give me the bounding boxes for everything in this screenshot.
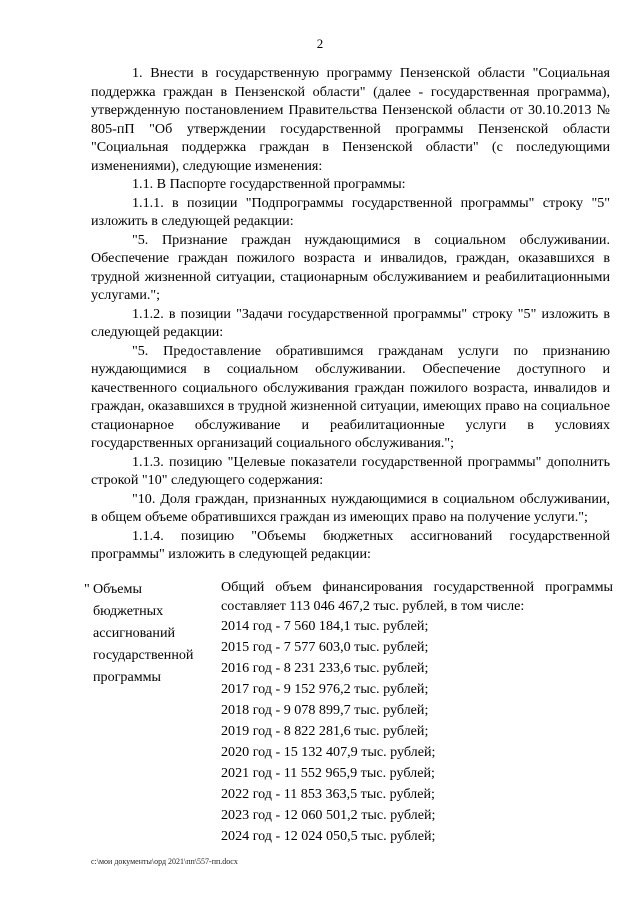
quote-task-5: "5. Предоставление обратившимся гражданам услуги по признанию нуждающимися в социальном обслуживании. Обеспечение доступного и качественного социального обслуживания граждан пожилого возраста, инвалидов и граждан, оказавшихся в трудной жизненной ситуации, имеющих право на социальное стационарное обслуживание и реабилитационные услуги в условиях государственных организаций социального обслуживания."; [91, 342, 610, 451]
budget-year-row: 2022 год - 11 853 363,5 тыс. рублей; [221, 786, 435, 802]
quote-indicator-10: "10. Доля граждан, признанных нуждающимися в социальном обслуживании, в общем объеме обратившихся граждан из имеющих право на получение услуги."; [91, 490, 610, 525]
label-line: бюджетных [93, 603, 164, 619]
budget-year-row: 2023 год - 12 060 501,2 тыс. рублей; [221, 807, 436, 823]
label-line: Объемы [93, 581, 142, 597]
paragraph-1-1-4: 1.1.4. позицию "Объемы бюджетных ассигнований государственной программы" изложить в следующей редакции: [91, 527, 610, 562]
open-quote: " [84, 581, 90, 597]
budget-year-row: 2019 год - 8 822 281,6 тыс. рублей; [221, 723, 429, 739]
label-line: ассигнований [93, 625, 176, 641]
label-line: государственной [93, 647, 194, 663]
budget-intro: Общий объем финансирования государственной программы составляет 113 046 467,2 тыс. рублей, в том числе: [221, 579, 613, 614]
paragraph-1-1-2: 1.1.2. в позиции "Задачи государственной программы" строку "5" изложить в следующей редакции: [91, 305, 610, 340]
budget-year-row: 2020 год - 15 132 407,9 тыс. рублей; [221, 744, 436, 760]
budget-year-row: 2018 год - 9 078 899,7 тыс. рублей; [221, 702, 429, 718]
paragraph-1-1-3: 1.1.3. позицию "Целевые показатели государственной программы" дополнить строкой "10" следующего содержания: [91, 453, 610, 488]
document-body [91, 64, 610, 564]
budget-year-row: 2015 год - 7 577 603,0 тыс. рублей; [221, 639, 429, 655]
budget-year-row: 2024 год - 12 024 050,5 тыс. рублей; [221, 828, 436, 844]
footer-file-path: c:\мои документы\орд 2021\пп\557-пп.docx [91, 857, 238, 866]
budget-year-row: 2017 год - 9 152 976,2 тыс. рублей; [221, 681, 429, 697]
budget-year-row: 2014 год - 7 560 184,1 тыс. рублей; [221, 618, 429, 634]
paragraph-1-1-1: 1.1.1. в позиции "Подпрограммы государственной программы" строку "5" изложить в следующей редакции: [91, 194, 610, 229]
quote-subprogram-5: "5. Признание граждан нуждающимися в социальном обслуживании. Обеспечение граждан пожилого возраста и инвалидов, граждан, оказавшихся в трудной жизненной ситуации, стационарным обслуживанием и реабилитационными услугами."; [91, 231, 610, 303]
budget-year-row: 2021 год - 11 552 965,9 тыс. рублей; [221, 765, 435, 781]
label-line: программы [93, 669, 162, 685]
paragraph-1: 1. Внести в государственную программу Пензенской области "Социальная поддержка граждан в Пензенской области" (далее - государственная программа), утвержденную постановлением Правительства Пензенской области от 30.10.2013 № 805-пП "Об утверждении государственной программы Пензенской области "Социальная поддержка граждан в Пензенской области" (с последующими изменениями), следующие изменения: [91, 65, 610, 174]
paragraph-1-1: 1.1. В Паспорте государственной программы: [132, 176, 406, 192]
budget-year-row: 2016 год - 8 231 233,6 тыс. рублей; [221, 660, 429, 676]
page-number: 2 [316, 36, 324, 51]
budget-value-cell [221, 578, 613, 847]
